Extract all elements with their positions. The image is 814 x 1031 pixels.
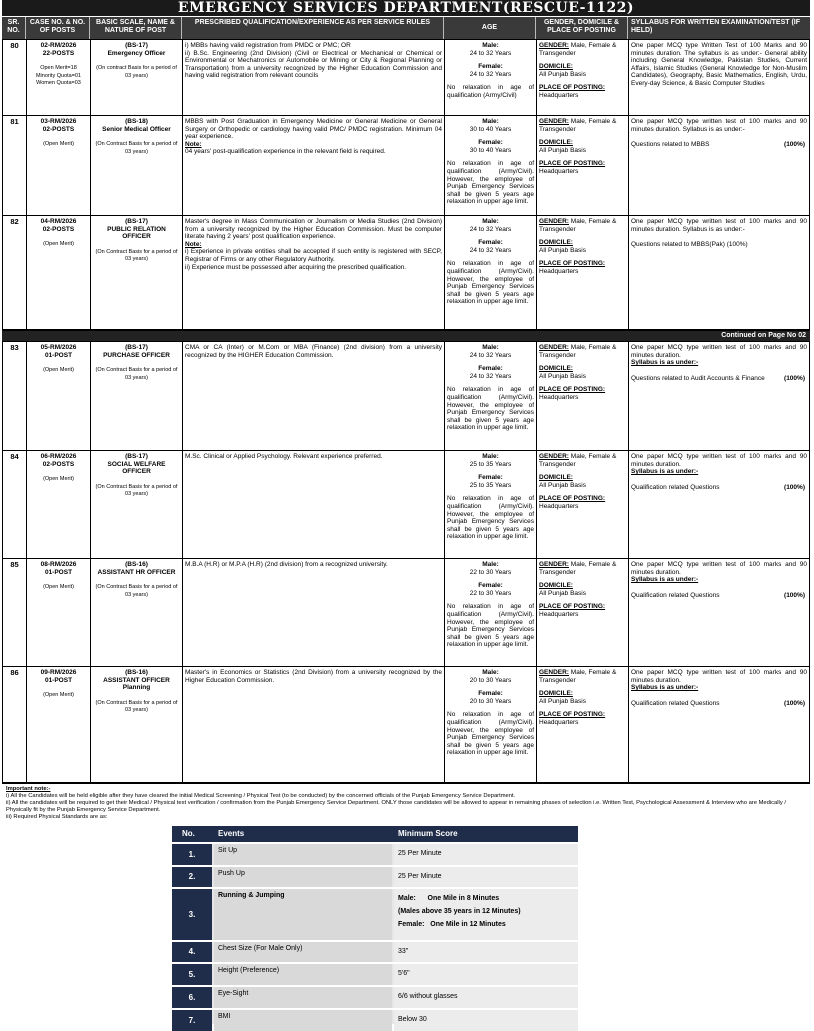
age-relaxation: No relaxation in age of qualification (Army/Civil). However, the employee of Punjab Emergency Services shall be given 5 years age relaxation in upper age limit. bbox=[447, 711, 534, 757]
male-age: 20 to 30 Years bbox=[469, 676, 512, 684]
qualification-line: i) MBBs having valid registration from PMDC or PMC; OR bbox=[185, 42, 351, 49]
quota-line: Open Merit=18 bbox=[40, 65, 77, 72]
physical-row bbox=[172, 1008, 578, 1031]
syllabus-topic: Qualification related Questions bbox=[631, 591, 720, 599]
case-cell bbox=[27, 667, 91, 782]
posting-value: Headquarters bbox=[539, 393, 579, 401]
case-number: 02-RM/2026 bbox=[40, 42, 77, 49]
qualification-line: M.B.A (H.R) or M.P.A (H.R) (2nd division) from a recognized university. bbox=[185, 561, 388, 568]
domicile-value: All Punjab Basis bbox=[539, 697, 586, 705]
gender-label: GENDER: bbox=[539, 453, 569, 460]
gender-label: GENDER: bbox=[539, 344, 569, 351]
sr-number: 86 bbox=[3, 667, 27, 782]
case-cell bbox=[27, 216, 91, 329]
continued-banner bbox=[2, 331, 810, 341]
male-label: Male: bbox=[482, 453, 499, 460]
case-number: 03-RM/2026 bbox=[40, 118, 77, 125]
scale-cell bbox=[91, 216, 183, 329]
gender-value: Male, Female & Transgender bbox=[539, 118, 617, 133]
qualification-cell bbox=[183, 451, 445, 558]
gender-label: GENDER: bbox=[539, 561, 569, 568]
age-relaxation: No relaxation in age of qualification (Army/Civil). However, the employee of Punjab Emergency Services shall be given 5 years age relaxation in upper age limit. bbox=[447, 495, 534, 541]
age-cell bbox=[445, 667, 537, 782]
qualification-cell bbox=[183, 40, 445, 115]
age-relaxation: No relaxation in age of qualification (Army/Civil). However, the employee of Punjab Emergency Services shall be given 5 years age relaxation in upper age limit. bbox=[447, 160, 534, 206]
domicile-label: DOMICILE: bbox=[539, 474, 573, 482]
syllabus-topic: Qualification related Questions bbox=[631, 483, 720, 491]
posts-count: 02-POSTS bbox=[42, 460, 75, 468]
age-relaxation: No relaxation in age of qualification (Army/Civil). However, the employee of Punjab Emergency Services shall be given 5 years age relaxation in upper age limit. bbox=[447, 603, 534, 649]
posting-value: Headquarters bbox=[539, 718, 579, 726]
quota-line: (Open Merit) bbox=[43, 692, 74, 699]
male-age: 25 to 35 Years bbox=[469, 460, 512, 468]
physical-event: Push Up bbox=[214, 867, 392, 887]
sr-number: 84 bbox=[3, 451, 27, 558]
quota-line: (Open Merit) bbox=[43, 141, 74, 148]
posting-label: PLACE OF POSTING: bbox=[539, 495, 606, 503]
case-number: 06-RM/2026 bbox=[40, 453, 77, 460]
physical-header bbox=[172, 826, 578, 842]
female-age: 24 to 32 Years bbox=[469, 246, 512, 254]
post-name: ASSISTANT HR OFFICER bbox=[97, 568, 176, 576]
qualification-line: Master's degree in Mass Communication or Journalism or Media Studies (2nd Division) from a university recognized by the Higher Education Commission. Must be computer literate having 2 years' post qualification experience. bbox=[185, 218, 442, 241]
physical-no: 6. bbox=[172, 987, 212, 1008]
posts-count: 01-POST bbox=[44, 351, 73, 359]
male-label: Male: bbox=[482, 344, 499, 351]
syllabus-topic-line bbox=[631, 141, 807, 149]
gender-cell bbox=[537, 451, 629, 558]
gender-label: GENDER: bbox=[539, 669, 569, 676]
age-relaxation: No relaxation in age of qualification (Army/Civil). However, the employee of Punjab Emergency Services shall be given 5 years age relaxation in upper age limit. bbox=[447, 386, 534, 432]
posts-count: 22-POSTS bbox=[42, 49, 75, 57]
post-name: Senior Medical Officer bbox=[102, 125, 171, 133]
quota-line: Minority Quota=01 bbox=[35, 72, 82, 79]
syllabus-text: One paper MCQ type written test of 100 marks and 90 minutes duration. bbox=[631, 344, 807, 359]
syllabus-topic: Questions related to MBBS(Pak) (100%) bbox=[631, 241, 748, 249]
physical-score bbox=[394, 987, 578, 1008]
physical-score bbox=[394, 1010, 578, 1031]
physical-no: 5. bbox=[172, 964, 212, 985]
scale-cell bbox=[91, 40, 183, 115]
syllabus-cell bbox=[629, 116, 809, 215]
important-notes bbox=[6, 786, 806, 821]
female-label: Female: bbox=[478, 139, 503, 147]
syllabus-topic-line bbox=[631, 592, 807, 600]
qualification-line: MBBS with Post Graduation in Emergency Medicine or General Medicine or General Surgery or Orthopedic or cardiology having valid PMC/ PMDC registration. Minimum 04 year experience. bbox=[185, 118, 442, 141]
syllabus-text: One paper MCQ type Written Test of 100 Marks and 90 minutes duration. The syllabus is as under:- General ability including General Knowledge, Pakistan Studies, Current Affairs, Islamic Studies (General Knowledge for Non-Muslim Candidates), Geography, Basic Mathematics, English, Urdu, Every-day Science, & Basic Computer Studies bbox=[631, 42, 807, 87]
basic-scale: (BS-18) bbox=[125, 118, 148, 125]
post-nature: (On Contract Basis for a period of 03 years) bbox=[95, 584, 178, 598]
posting-label: PLACE OF POSTING: bbox=[539, 603, 606, 611]
table-row bbox=[3, 667, 809, 783]
qualification-line: CMA or CA (Inter) or M.Com or MBA (Finance) (2nd division) from a university recognized by the HIGHER Education Commission. bbox=[185, 344, 442, 359]
gender-value: Male, Female & Transgender bbox=[539, 42, 617, 57]
syllabus-percent: (100%) bbox=[784, 141, 805, 149]
qualification-cell bbox=[183, 342, 445, 450]
syllabus-cell bbox=[629, 40, 809, 115]
male-age: 24 to 32 Years bbox=[469, 351, 512, 359]
gender-value: Male, Female & Transgender bbox=[539, 669, 617, 684]
gender-line bbox=[539, 453, 626, 468]
qualification-cell bbox=[183, 216, 445, 329]
gender-value: Male, Female & Transgender bbox=[539, 218, 617, 233]
sr-number: 83 bbox=[3, 342, 27, 450]
gender-cell bbox=[537, 342, 629, 450]
post-nature: (On Contract Basis for a period of 03 years) bbox=[95, 141, 178, 155]
case-cell bbox=[27, 116, 91, 215]
female-label: Female: bbox=[478, 365, 503, 373]
qualification-line: ii) B.Sc. Engineering (2nd Division) (Civil or Electrical or Mechanical or Chemical or Environmental or Mechatronics or Automobile or Mining or City & Regional Planning or Transportation) from a university recognized by the Higher Education Commission and having valid registration from relevant councils bbox=[185, 49, 442, 80]
sr-number: 85 bbox=[3, 559, 27, 666]
syllabus-percent: (100%) bbox=[784, 374, 805, 382]
post-name: SOCIAL WELFARE OFFICER bbox=[107, 460, 166, 476]
domicile-value: All Punjab Basis bbox=[539, 70, 586, 78]
qualification-cell bbox=[183, 116, 445, 215]
table-header bbox=[2, 17, 810, 39]
qualification-line: ii) Experience must be possessed after acquiring the prescribed qualification. bbox=[185, 263, 407, 271]
posts-count: 01-POST bbox=[44, 676, 73, 684]
note-item: ii) All the candidates will be required to get their Medical / Physical test verification / confirmation from the Punjab Emergency Service Department. ONLY those candidates will be allowed to appear in remaining phases of selection i.e. Written Test, Psychological Assessment & Interview who are Medically / Physically fit by the Punjab Emergency Service Department. bbox=[6, 800, 786, 813]
syllabus-label: Syllabus is as under:- bbox=[631, 468, 699, 476]
gender-cell bbox=[537, 559, 629, 666]
physical-score bbox=[394, 844, 578, 865]
syllabus-percent: (100%) bbox=[784, 699, 805, 707]
physical-row bbox=[172, 962, 578, 985]
female-label: Female: bbox=[478, 474, 503, 482]
female-age: 20 to 30 Years bbox=[469, 697, 512, 705]
female-label: Female: bbox=[478, 690, 503, 698]
basic-scale: (BS-17) bbox=[125, 453, 148, 460]
quota-line: (Open Merit) bbox=[43, 584, 74, 591]
syllabus-text: One paper MCQ type written test of 100 marks and 90 minutes duration. Syllabus is as under:- bbox=[631, 218, 807, 233]
posting-value: Headquarters bbox=[539, 267, 579, 275]
score-line: 33" bbox=[398, 948, 409, 955]
score-line: Male: One Mile in 8 Minutes bbox=[398, 895, 500, 902]
gender-cell bbox=[537, 40, 629, 115]
physical-event: Eye-Sight bbox=[214, 987, 392, 1008]
domicile-label: DOMICILE: bbox=[539, 63, 573, 71]
syllabus-topic: Questions related to Audit Accounts & Finance bbox=[631, 374, 765, 382]
post-name: PURCHASE OFFICER bbox=[103, 351, 170, 359]
case-number: 08-RM/2026 bbox=[40, 561, 77, 568]
basic-scale: (BS-16) bbox=[125, 669, 148, 676]
gender-line bbox=[539, 344, 626, 359]
posting-value: Headquarters bbox=[539, 502, 579, 510]
physical-event: Running & Jumping bbox=[214, 889, 392, 940]
age-cell bbox=[445, 451, 537, 558]
gender-line bbox=[539, 669, 626, 684]
domicile-label: DOMICILE: bbox=[539, 139, 573, 147]
header-qual: PRESCRIBED QUALIFICATION/EXPERIENCE AS PER SERVICE RULES bbox=[182, 17, 444, 39]
post-nature: (On Contract Basis for a period of 03 years) bbox=[95, 248, 178, 263]
score-line: 5'6" bbox=[398, 970, 410, 977]
header-bs: BASIC SCALE, NAME & NATURE OF POST bbox=[90, 17, 182, 39]
qualification-cell bbox=[183, 559, 445, 666]
posts-count: 01-POST bbox=[44, 568, 73, 576]
syllabus-label: Syllabus is as under:- bbox=[631, 359, 699, 367]
header-syl: SYLLABUS FOR WRITTEN EXAMINATION/TEST (IF HELD) bbox=[631, 19, 801, 34]
gender-cell bbox=[537, 667, 629, 782]
domicile-value: All Punjab Basis bbox=[539, 372, 586, 380]
qualification-line: 04 years' post-qualification experience in the relevant field is required. bbox=[185, 148, 386, 156]
qualification-line: i) Experience in private entities shall be accepted if such entity is registered with SECP, Registrar of Firms or any other Regulatory Authority. bbox=[185, 248, 442, 263]
domicile-value: All Punjab Basis bbox=[539, 481, 586, 489]
physical-row bbox=[172, 985, 578, 1008]
header-gen: GENDER, DOMICILE & PLACE OF POSTING bbox=[536, 17, 628, 39]
gender-cell bbox=[537, 216, 629, 329]
female-age: 30 to 40 Years bbox=[469, 146, 512, 154]
gender-cell bbox=[537, 116, 629, 215]
male-label: Male: bbox=[482, 561, 499, 568]
physical-no: 4. bbox=[172, 942, 212, 962]
syllabus-topic: Qualification related Questions bbox=[631, 699, 720, 707]
sr-number: 82 bbox=[3, 216, 27, 329]
scale-cell bbox=[91, 559, 183, 666]
age-relaxation: No relaxation in age of qualification (Army/Civil) bbox=[447, 84, 534, 99]
physical-no: 1. bbox=[172, 844, 212, 865]
syllabus-cell bbox=[629, 559, 809, 666]
physical-no: 2. bbox=[172, 867, 212, 887]
male-label: Male: bbox=[482, 669, 499, 676]
header-case: CASE NO. & NO. OF POSTS bbox=[26, 17, 90, 39]
scale-cell bbox=[91, 116, 183, 215]
scale-cell bbox=[91, 667, 183, 782]
physical-event: BMI bbox=[214, 1010, 392, 1031]
male-age: 24 to 32 Years bbox=[469, 225, 512, 233]
quota-line: (Open Merit) bbox=[43, 367, 74, 374]
domicile-label: DOMICILE: bbox=[539, 690, 573, 698]
table-row bbox=[3, 559, 809, 667]
posting-label: PLACE OF POSTING: bbox=[539, 84, 606, 92]
table-row bbox=[3, 40, 809, 116]
case-cell bbox=[27, 559, 91, 666]
gender-value: Male, Female & Transgender bbox=[539, 344, 617, 359]
qualification-line: M.Sc. Clinical or Applied Psychology. Relevant experience preferred. bbox=[185, 453, 383, 460]
table-row bbox=[3, 116, 809, 216]
note-item: i) All the Candidates will be held eligible after they have cleared the initial Medical Screening / Physical Test (to be conducted) by the concerned officials of the Punjab Emergency Service Department. bbox=[6, 793, 516, 799]
physical-no: 3. bbox=[172, 889, 212, 940]
syllabus-text: One paper MCQ type written test of 100 marks and 90 minutes duration. Syllabus is as under:- bbox=[631, 118, 807, 133]
male-label: Male: bbox=[482, 218, 499, 225]
male-label: Male: bbox=[482, 118, 499, 125]
qualification-line: Note: bbox=[185, 140, 202, 148]
basic-scale: (BS-17) bbox=[125, 344, 148, 351]
physical-row bbox=[172, 940, 578, 962]
posting-label: PLACE OF POSTING: bbox=[539, 260, 606, 268]
syllabus-topic-line bbox=[631, 375, 807, 383]
gender-label: GENDER: bbox=[539, 42, 569, 49]
basic-scale: (BS-17) bbox=[125, 218, 148, 225]
post-nature: (On Contract Basis for a period of 03 years) bbox=[95, 367, 178, 381]
female-label: Female: bbox=[478, 239, 503, 247]
domicile-label: DOMICILE: bbox=[539, 365, 573, 373]
post-name: ASSISTANT OFFICER Planning bbox=[103, 676, 170, 692]
score-line: 25 Per Minute bbox=[398, 873, 442, 880]
score-line: 25 Per Minute bbox=[398, 850, 442, 857]
syllabus-text: One paper MCQ type written test of 100 marks and 90 minutes duration. bbox=[631, 669, 807, 684]
physical-event: Chest Size (For Male Only) bbox=[214, 942, 392, 962]
gender-line bbox=[539, 561, 626, 576]
physical-header-score: Minimum Score bbox=[398, 829, 458, 838]
posting-value: Headquarters bbox=[539, 610, 579, 618]
gender-label: GENDER: bbox=[539, 218, 569, 225]
syllabus-percent: (100%) bbox=[784, 591, 805, 599]
physical-event: Height (Preference) bbox=[214, 964, 392, 985]
posting-label: PLACE OF POSTING: bbox=[539, 160, 606, 168]
sr-number: 81 bbox=[3, 116, 27, 215]
post-nature: (On Contract Basis for a period of 03 years) bbox=[95, 699, 178, 714]
physical-score bbox=[394, 964, 578, 985]
female-age: 24 to 32 Years bbox=[469, 372, 512, 380]
syllabus-cell bbox=[629, 342, 809, 450]
header-age: AGE bbox=[444, 17, 536, 39]
female-label: Female: bbox=[478, 63, 503, 71]
case-cell bbox=[27, 451, 91, 558]
age-cell bbox=[445, 342, 537, 450]
male-age: 22 to 30 Years bbox=[469, 568, 512, 576]
male-label: Male: bbox=[482, 42, 499, 49]
syllabus-cell bbox=[629, 216, 809, 329]
continued-text: Continued on Page No 02 bbox=[721, 332, 806, 339]
age-cell bbox=[445, 559, 537, 666]
physical-score bbox=[394, 889, 578, 940]
posting-value: Headquarters bbox=[539, 91, 579, 99]
physical-event: Sit Up bbox=[214, 844, 392, 865]
basic-scale: (BS-16) bbox=[125, 561, 148, 568]
scale-cell bbox=[91, 342, 183, 450]
domicile-label: DOMICILE: bbox=[539, 582, 573, 590]
case-number: 04-RM/2026 bbox=[40, 218, 77, 225]
female-age: 24 to 32 Years bbox=[469, 70, 512, 78]
gender-label: GENDER: bbox=[539, 118, 569, 125]
case-number: 05-RM/2026 bbox=[40, 344, 77, 351]
posting-label: PLACE OF POSTING: bbox=[539, 711, 606, 719]
syllabus-cell bbox=[629, 451, 809, 558]
physical-header-events: Events bbox=[218, 829, 245, 838]
scale-cell bbox=[91, 451, 183, 558]
posts-count: 02-POSTS bbox=[42, 225, 75, 233]
posts-table-bottom bbox=[2, 341, 810, 784]
physical-header-no: No. bbox=[182, 829, 195, 838]
gender-line bbox=[539, 42, 626, 57]
table-row bbox=[3, 342, 809, 451]
posting-value: Headquarters bbox=[539, 167, 579, 175]
sr-number: 80 bbox=[3, 40, 27, 115]
quota-line: (Open Merit) bbox=[43, 241, 74, 248]
notes-heading: Important note:- bbox=[6, 786, 51, 792]
physical-score bbox=[394, 942, 578, 962]
female-label: Female: bbox=[478, 582, 503, 590]
physical-score bbox=[394, 867, 578, 887]
age-cell bbox=[445, 216, 537, 329]
score-line: Below 30 bbox=[398, 1016, 427, 1023]
syllabus-topic: Questions related to MBBS bbox=[631, 141, 710, 149]
post-nature: (On contract Basis for a period of 03 years) bbox=[96, 65, 177, 79]
gender-line bbox=[539, 118, 626, 133]
syllabus-topic-line bbox=[631, 484, 807, 492]
domicile-value: All Punjab Basis bbox=[539, 146, 586, 154]
syllabus-label: Syllabus is as under:- bbox=[631, 684, 699, 692]
case-cell bbox=[27, 342, 91, 450]
syllabus-text: One paper MCQ type written test of 100 marks and 90 minutes duration. bbox=[631, 453, 807, 468]
male-age: 30 to 40 Years bbox=[469, 125, 512, 133]
score-line: (Males above 35 years in 12 Minutes) bbox=[398, 908, 521, 915]
syllabus-label: Syllabus is as under:- bbox=[631, 576, 699, 584]
physical-row bbox=[172, 865, 578, 887]
syllabus-topic-line bbox=[631, 241, 807, 249]
domicile-label: DOMICILE: bbox=[539, 239, 573, 247]
physical-standards-table bbox=[172, 826, 578, 1024]
post-nature: (On Contract Basis for a period of 03 years) bbox=[95, 483, 178, 498]
posts-table-top bbox=[2, 39, 810, 331]
physical-row bbox=[172, 842, 578, 865]
page-title: EMERGENCY SERVICES DEPARTMENT(RESCUE-1122) bbox=[2, 0, 810, 16]
female-age: 22 to 30 Years bbox=[469, 589, 512, 597]
score-line: 6/6 without glasses bbox=[398, 993, 458, 1000]
physical-no: 7. bbox=[172, 1010, 212, 1031]
age-cell bbox=[445, 40, 537, 115]
qualification-cell bbox=[183, 667, 445, 782]
female-age: 25 to 35 Years bbox=[469, 481, 512, 489]
male-age: 24 to 32 Years bbox=[469, 49, 512, 57]
case-cell bbox=[27, 40, 91, 115]
score-line: Female: One Mile in 12 Minutes bbox=[398, 921, 506, 928]
table-row bbox=[3, 216, 809, 330]
qualification-line: Note: bbox=[185, 240, 202, 248]
basic-scale: (BS-17) bbox=[125, 42, 148, 49]
case-number: 09-RM/2026 bbox=[40, 669, 77, 676]
table-row bbox=[3, 451, 809, 559]
syllabus-text: One paper MCQ type written test of 100 marks and 90 minutes duration. bbox=[631, 561, 807, 576]
posts-count: 02-POSTS bbox=[42, 125, 75, 133]
qualification-line: Master's in Economics or Statistics (2nd Division) from a university recognized by the Higher Education Commission. bbox=[185, 669, 442, 684]
gender-value: Male, Female & Transgender bbox=[539, 561, 617, 576]
syllabus-topic-line bbox=[631, 700, 807, 708]
quota-line: (Open Merit) bbox=[43, 476, 74, 483]
note-item: iii) Required Physical Standards are as: bbox=[6, 814, 108, 820]
header-sr: SR. NO. bbox=[2, 17, 26, 39]
posting-label: PLACE OF POSTING: bbox=[539, 386, 606, 394]
physical-row bbox=[172, 887, 578, 940]
quota-line: Women Quota=03 bbox=[36, 80, 81, 87]
gender-value: Male, Female & Transgender bbox=[539, 453, 617, 468]
post-name: Emergency Officer bbox=[107, 49, 166, 57]
age-relaxation: No relaxation in age of qualification (Army/Civil). However, the employee of Punjab Emergency Services shall be given 5 years age relaxation in upper age limit. bbox=[447, 260, 534, 306]
age-cell bbox=[445, 116, 537, 215]
gender-line bbox=[539, 218, 626, 233]
domicile-value: All Punjab Basis bbox=[539, 589, 586, 597]
syllabus-cell bbox=[629, 667, 809, 782]
domicile-value: All Punjab Basis bbox=[539, 246, 586, 254]
post-name: PUBLIC RELATION OFFICER bbox=[107, 225, 166, 241]
syllabus-percent: (100%) bbox=[784, 483, 805, 491]
